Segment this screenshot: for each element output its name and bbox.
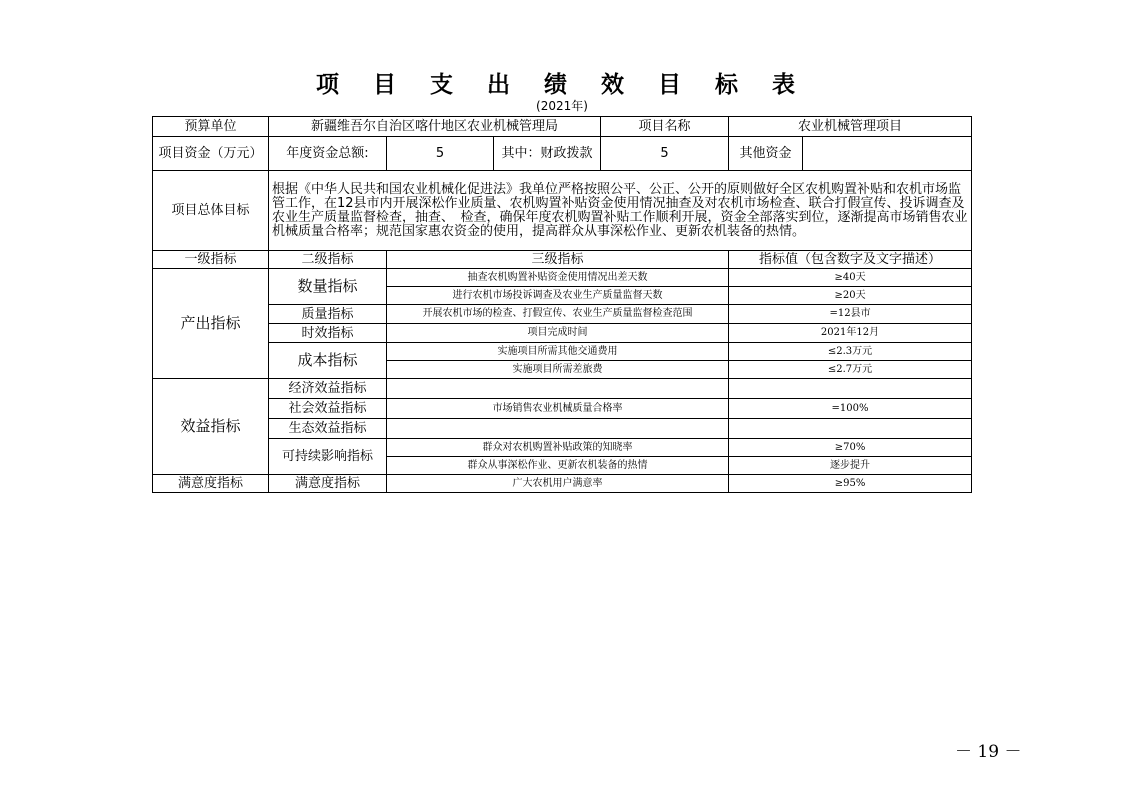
budget-unit-row (153, 117, 972, 137)
level3-item (387, 379, 729, 399)
output-label: 产出指标 (153, 269, 269, 379)
indicator-value: ≤2.3万元 (729, 343, 972, 361)
table-row (153, 439, 972, 457)
budget-unit-label: 预算单位 (153, 117, 269, 137)
level3-item: 开展农机市场的检查、打假宣传、农业生产质量监督检查范围 (387, 305, 729, 324)
table-row (153, 475, 972, 493)
project-name-value: 农业机械管理项目 (729, 117, 972, 137)
performance-table (152, 116, 972, 493)
quantity-label: 数量指标 (269, 269, 387, 305)
level3-item: 实施项目所需差旅费 (387, 361, 729, 379)
header-level3: 三级指标 (387, 251, 729, 269)
economic-label: 经济效益指标 (269, 379, 387, 399)
indicator-value (729, 419, 972, 439)
level3-item: 群众从事深松作业、更新农机装备的热情 (387, 457, 729, 475)
other-funds-value (803, 137, 972, 171)
eco-label: 生态效益指标 (269, 419, 387, 439)
level3-item: 进行农机市场投诉调查及农业生产质量监督天数 (387, 287, 729, 305)
funds-label: 项目资金（万元） (153, 137, 269, 171)
indicator-value: 逐步提升 (729, 457, 972, 475)
social-label: 社会效益指标 (269, 399, 387, 419)
level3-item: 群众对农机购置补贴政策的知晓率 (387, 439, 729, 457)
table-row (153, 324, 972, 343)
year-label: (2021年) (536, 99, 588, 113)
header-row (153, 251, 972, 269)
fiscal-value: 5 (601, 137, 729, 171)
satisfaction-label: 满意度指标 (153, 475, 269, 493)
other-funds-label: 其他资金 (729, 137, 803, 171)
table-row (153, 419, 972, 439)
goal-text: 根据《中华人民共和国农业机械化促进法》我单位严格按照公平、公正、公开的原则做好全区农机购置补贴和农机市场监管工作，在12县市内开展深松作业质量、农机购置补贴资金使用情况抽查及对农机市场检查、联合打假宣传、投诉调查及农业生产质量监督检查，抽查、 检查，确保年度农机购置补贴工作顺利开展，资金全部落实到位，逐渐提高市场销售农业机械质量合格率；规范国家惠农资金的使用，提高群众从事深松作业、更新农机装备的热情。 (269, 171, 972, 251)
indicator-value: =100% (729, 399, 972, 419)
header-level1: 一级指标 (153, 251, 269, 269)
indicator-value: ≥70% (729, 439, 972, 457)
indicator-value: ≤2.7万元 (729, 361, 972, 379)
funds-row (153, 137, 972, 171)
quality-label: 质量指标 (269, 305, 387, 324)
time-label: 时效指标 (269, 324, 387, 343)
cost-label: 成本指标 (269, 343, 387, 379)
benefit-label: 效益指标 (153, 379, 269, 475)
satisfaction-level2: 满意度指标 (269, 475, 387, 493)
header-level2: 二级指标 (269, 251, 387, 269)
level3-item: 广大农机用户满意率 (387, 475, 729, 493)
fiscal-label: 其中：财政拨款 (494, 137, 601, 171)
indicator-value: =12县市 (729, 305, 972, 324)
level3-item: 市场销售农业机械质量合格率 (387, 399, 729, 419)
indicator-value: ≥20天 (729, 287, 972, 305)
table-row (153, 343, 972, 361)
level3-item: 抽查农机购置补贴资金使用情况出差天数 (387, 269, 729, 287)
table-row (153, 379, 972, 399)
level3-item: 项目完成时间 (387, 324, 729, 343)
table-row (153, 399, 972, 419)
indicator-value: 2021年12月 (729, 324, 972, 343)
level3-item (387, 419, 729, 439)
annual-total-value: 5 (387, 137, 494, 171)
table-row (153, 269, 972, 287)
sustain-label: 可持续影响指标 (269, 439, 387, 475)
level3-item: 实施项目所需其他交通费用 (387, 343, 729, 361)
page-title: 项 目 支 出 绩 效 目 标 表 (315, 72, 809, 98)
page-number: － 19 － (955, 742, 1022, 762)
annual-total-label: 年度资金总额: (269, 137, 387, 171)
indicator-value (729, 379, 972, 399)
table-row (153, 305, 972, 324)
project-name-label: 项目名称 (601, 117, 729, 137)
indicator-value: ≥40天 (729, 269, 972, 287)
goal-row (153, 171, 972, 251)
budget-unit-value: 新疆维吾尔自治区喀什地区农业机械管理局 (269, 117, 601, 137)
indicator-value: ≥95% (729, 475, 972, 493)
header-value: 指标值（包含数字及文字描述） (729, 251, 972, 269)
goal-label: 项目总体目标 (153, 171, 269, 251)
